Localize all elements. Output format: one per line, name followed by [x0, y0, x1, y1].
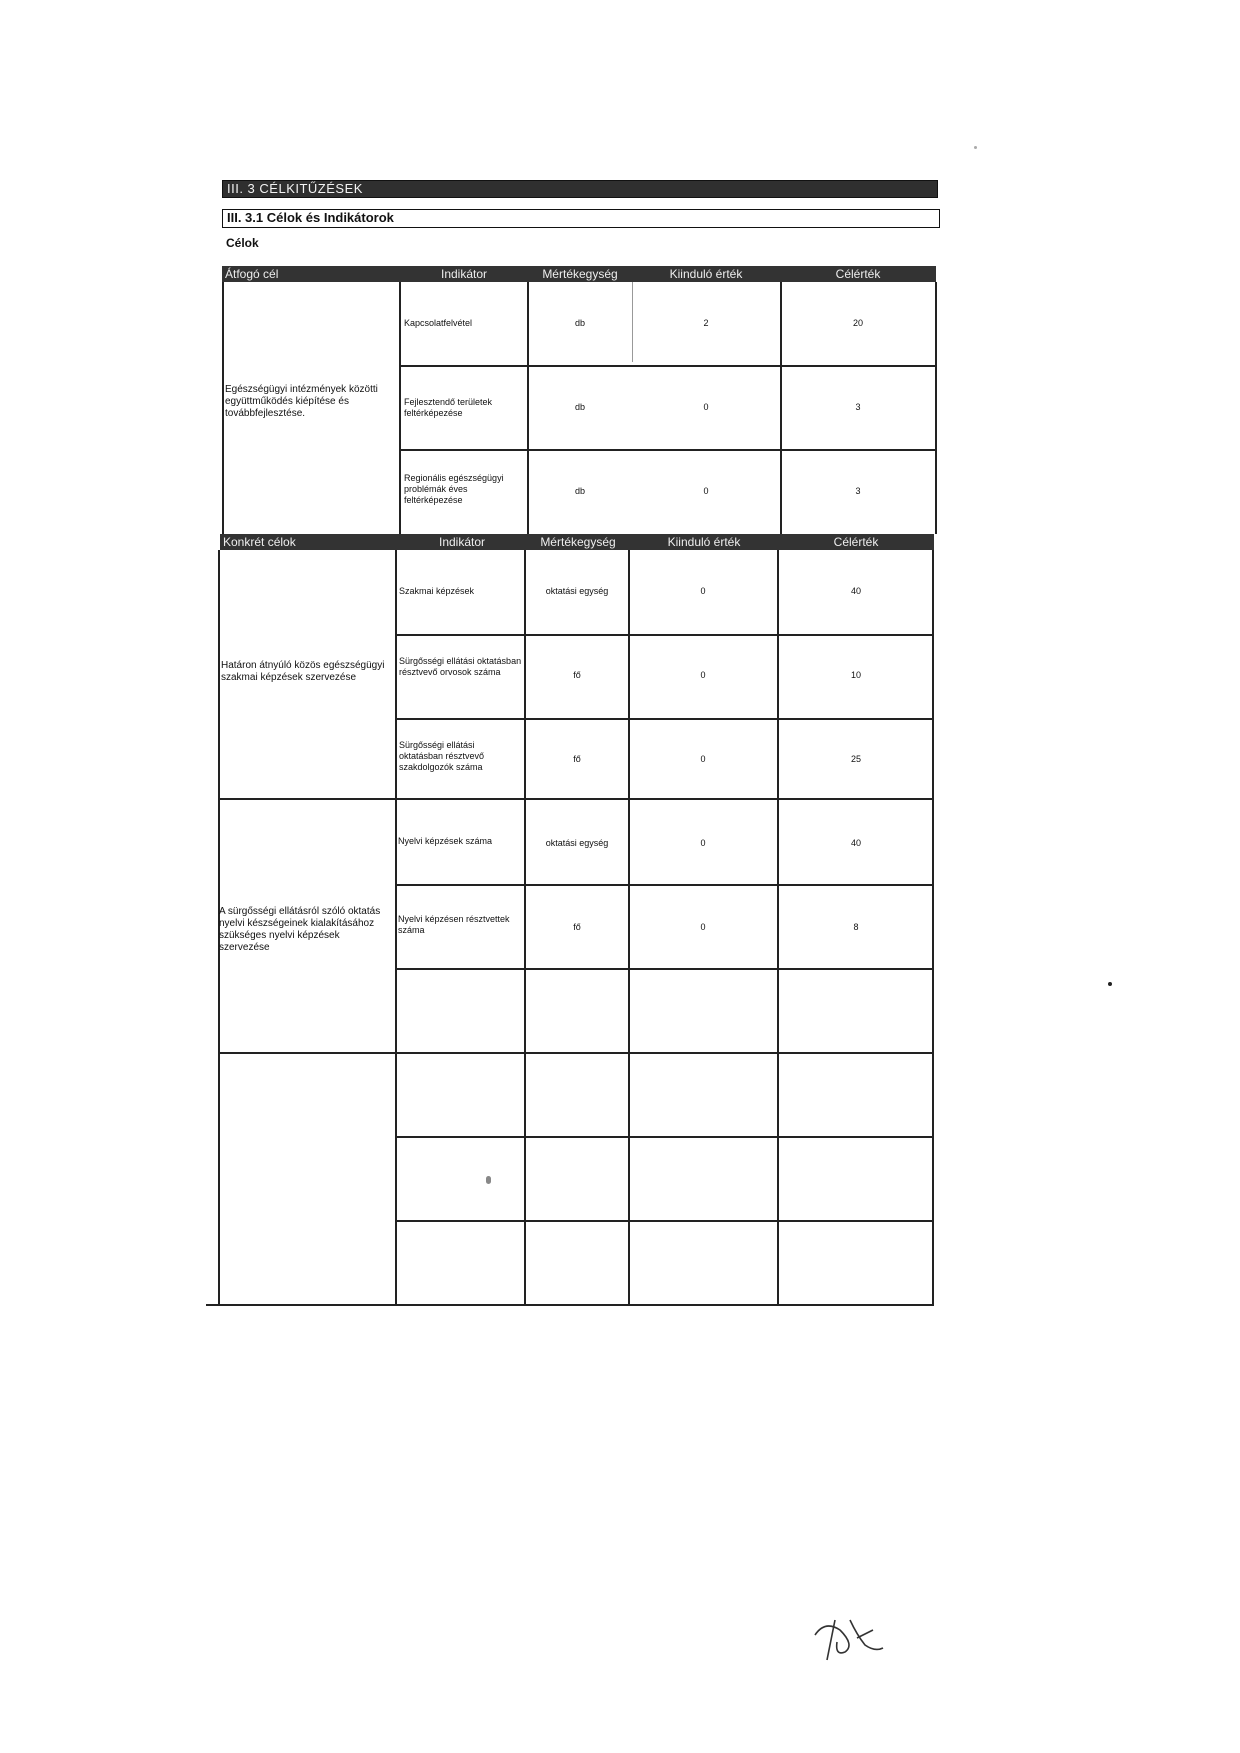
header-indicator: Indikátor	[438, 535, 486, 549]
overall-header-row	[222, 266, 936, 282]
specific-header-row	[220, 534, 934, 550]
header-target: Célérték	[835, 267, 881, 281]
overall-unit-1: db	[574, 318, 585, 328]
specific-baseline-2-1: 0	[700, 838, 706, 848]
overall-target-2: 3	[855, 402, 861, 412]
specific-indicator-1-1: Szakmai képzések	[399, 586, 475, 596]
header-indicator: Indikátor	[440, 267, 488, 281]
header-specific-goals: Konkrét célok	[223, 535, 296, 549]
specific-indicator-1-2: Sürgősségi ellátási oktatásban résztvevő orvosok száma	[399, 656, 522, 677]
overall-baseline-2: 0	[703, 402, 709, 412]
specific-goal-1: Határon átnyúló közös egészségügyi szakmai képzések szervezése	[221, 660, 385, 683]
specific-baseline-1-3: 0	[700, 754, 706, 764]
scan-speck	[486, 1176, 491, 1184]
overall-baseline-1: 2	[703, 318, 709, 328]
header-unit: Mértékegység	[542, 267, 618, 281]
specific-indicator-1-3: Sürgősségi ellátási oktatásban résztvevő szakdolgozók száma	[399, 740, 485, 772]
specific-baseline-2-2: 0	[700, 922, 706, 932]
goals-label: Célok	[226, 236, 259, 250]
scan-speck	[1108, 982, 1112, 986]
overall-unit-2: db	[574, 402, 585, 412]
signature-image	[795, 1590, 905, 1670]
specific-unit-1-2: fő	[573, 670, 581, 680]
section-title: III. 3 CÉLKITŰZÉSEK	[222, 180, 938, 198]
header-baseline: Kiinduló érték	[669, 267, 743, 281]
specific-baseline-1-1: 0	[700, 586, 706, 596]
specific-baseline-1-2: 0	[700, 670, 706, 680]
specific-target-1-2: 10	[850, 670, 861, 680]
specific-indicator-2-2: Nyelvi képzésen résztvettek száma	[398, 914, 510, 935]
specific-unit-1-3: fő	[573, 754, 581, 764]
overall-target-3: 3	[855, 486, 861, 496]
specific-indicator-2-1: Nyelvi képzések száma	[398, 836, 493, 846]
specific-target-1-3: 25	[850, 754, 861, 764]
overall-unit-3: db	[574, 486, 585, 496]
specific-target-1-1: 40	[850, 586, 861, 596]
specific-target-2-2: 8	[853, 922, 859, 932]
header-target: Célérték	[833, 535, 879, 549]
specific-unit-2-2: fő	[573, 922, 581, 932]
specific-unit-2-1: oktatási egység	[545, 838, 609, 848]
scan-speck	[974, 146, 977, 149]
overall-indicator-2: Fejlesztendő területek feltérképezése	[404, 397, 493, 418]
overall-baseline-3: 0	[703, 486, 709, 496]
header-unit: Mértékegység	[540, 535, 616, 549]
specific-target-2-1: 40	[850, 838, 861, 848]
overall-indicator-3: Regionális egészségügyi problémák éves feltérképezése	[404, 473, 504, 505]
specific-goal-2: A sürgősségi ellátásról szóló oktatás nyelvi készségeinek kialakításához szükséges nyelvi képzések szervezése	[219, 906, 381, 953]
header-baseline: Kiinduló érték	[667, 535, 741, 549]
overall-indicator-1: Kapcsolatfelvétel	[404, 318, 473, 328]
overall-goal-text: Egészségügyi intézmények közötti együttműködés kiépítése és továbbfejlesztése.	[225, 384, 378, 419]
specific-unit-1-1: oktatási egység	[545, 586, 609, 596]
header-overall-goal: Átfogó cél	[225, 267, 279, 281]
subsection-title: III. 3.1 Célok és Indikátorok	[222, 209, 940, 228]
overall-target-1: 20	[852, 318, 863, 328]
